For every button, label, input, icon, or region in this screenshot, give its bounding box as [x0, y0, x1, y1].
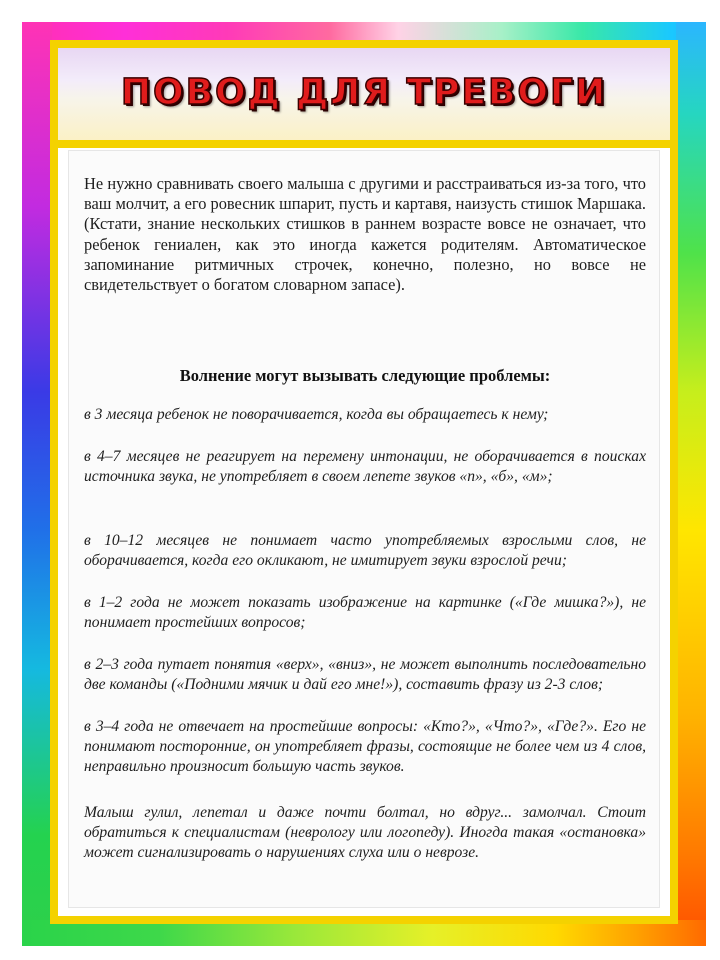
poster-panel [50, 40, 678, 924]
problems-heading: Волнение могут вызывать следующие проблемы: [179, 366, 551, 385]
title-band [58, 48, 670, 148]
list-item: в 4–7 месяцев не реагирует на перемену интонации, не оборачивается в поисках источника звука, не употребляет в своем лепете звуков «п», «б», «м»; [84, 448, 646, 486]
list-item: в 3 месяца ребенок не поворачивается, когда вы обращаетесь к нему; [84, 406, 549, 423]
list-item: в 2–3 года путает понятия «верх», «вниз», не может выполнить последовательно две команды («Подними мячик и дай его мне!»), составить фразу из 2-3 слов; [84, 656, 646, 694]
intro-paragraph [84, 174, 646, 295]
list-item: в 1–2 года не может показать изображение на картинке («Где мишка?»), не понимает простейших вопросов; [84, 594, 646, 632]
list-item: в 10–12 месяцев не понимает часто употребляемых взрослыми слов, не оборачивается, когда его окликают, не имитирует звуки взрослой речи; [84, 532, 646, 570]
list-item: в 3–4 года не отвечает на простейшие вопросы: «Кто?», «Что?», «Где?». Его не понимают посторонние, он употребляет фразы, состоящие не более чем из 4 слов, неправильно произносит большую часть звуков. [84, 718, 646, 776]
content-box [68, 150, 660, 908]
rainbow-frame-left [22, 22, 52, 946]
closing-paragraph: Малыш гулил, лепетал и даже почти болтал, но вдруг... замолчал. Стоит обратиться к специалистам (неврологу или логопеду). Иногда такая «остановка» может сигнализировать о нарушениях слуха или о неврозе. [84, 804, 646, 862]
page-title: ПОВОД ДЛЯ ТРЕВОГИ [120, 72, 608, 113]
intro-text: Не нужно сравнивать своего малыша с другими и расстраиваться из-за того, что ваш молчит, а его ровесник шпарит, пусть и картавя, наизусть стишок Маршака. (Кстати, знание нескольких стишков в раннем возрасте вовсе не означает, что ребенок гениален, как это иногда кажется родителям. Автоматическое запоминание ритмичных строчек, конечно, полезно, но вовсе не свидетельствует о богатом словарном запасе). [84, 174, 646, 295]
rainbow-frame-right [676, 22, 706, 946]
